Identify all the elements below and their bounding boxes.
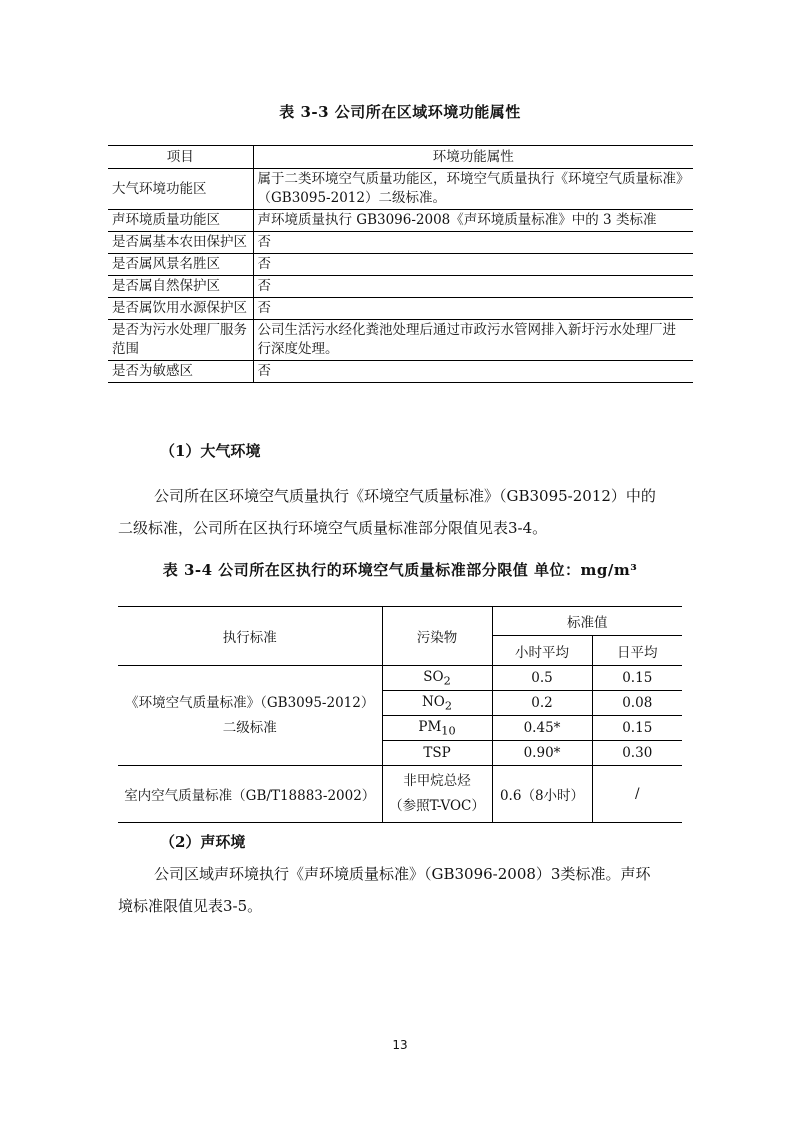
table-row bbox=[108, 232, 693, 254]
row-item: 是否属自然保护区 bbox=[108, 276, 253, 298]
standard-cell bbox=[118, 666, 382, 766]
pollutant-subscript: 2 bbox=[444, 699, 453, 713]
row-value: 否 bbox=[253, 254, 693, 276]
column-header-standard-value: 标准值 bbox=[492, 607, 682, 636]
table-row bbox=[108, 320, 693, 361]
pollutant-subscript: 2 bbox=[443, 674, 451, 688]
row-value: 公司生活污水经化粪池处理后通过市政污水管网排入新圩污水处理厂进行深度处理。 bbox=[253, 320, 693, 361]
column-header-attribute: 环境功能属性 bbox=[253, 146, 693, 169]
table-row bbox=[108, 169, 693, 210]
hourly-value: 0.90* bbox=[492, 741, 592, 766]
section-heading-air: （1）大气环境 bbox=[160, 442, 261, 460]
standard-cell: 室内空气质量标准（GB/T18883-2002） bbox=[118, 766, 382, 823]
table-3-4-caption: 表 3-4 公司所在区执行的环境空气质量标准部分限值 单位：mg/m³ bbox=[162, 561, 638, 579]
pollutant-cell bbox=[382, 691, 492, 716]
paragraph-line: 境标准限值见表3-5。 bbox=[118, 897, 263, 915]
row-value: 属于二类环境空气质量功能区，环境空气质量执行《环境空气质量标准》（GB3095-2012）二级标准。 bbox=[253, 169, 693, 210]
table-row bbox=[108, 210, 693, 232]
table-3-3-caption: 表 3-3 公司所在区域环境功能属性 bbox=[279, 103, 521, 121]
pollutant-cell bbox=[382, 666, 492, 691]
hourly-value: 0.5 bbox=[492, 666, 592, 691]
column-header-standard: 执行标准 bbox=[118, 607, 382, 666]
pollutant-name: 非甲烷总烃 bbox=[403, 773, 471, 789]
air-quality-standard-table bbox=[118, 606, 682, 823]
row-item: 是否为敏感区 bbox=[108, 361, 253, 383]
pollutant-name: NO bbox=[421, 693, 445, 710]
daily-value: 0.08 bbox=[592, 691, 682, 716]
pollutant-name: PM bbox=[418, 718, 442, 735]
pollutant-name: TSP bbox=[423, 745, 451, 761]
hourly-value: 0.2 bbox=[492, 691, 592, 716]
environment-function-table bbox=[108, 145, 693, 383]
row-value: 声环境质量执行 GB3096-2008《声环境质量标准》中的 3 类标准 bbox=[253, 210, 693, 232]
paragraph-line: 二级标准，公司所在区执行环境空气质量标准部分限值见表3-4。 bbox=[118, 519, 548, 537]
pollutant-cell bbox=[382, 716, 492, 741]
column-header-item: 项目 bbox=[108, 146, 253, 169]
row-value: 否 bbox=[253, 298, 693, 320]
page-number: 13 bbox=[392, 1038, 408, 1052]
row-item: 是否属饮用水源保护区 bbox=[108, 298, 253, 320]
standard-grade: 二级标准 bbox=[222, 719, 277, 736]
hourly-value: 0.6（8小时） bbox=[492, 766, 592, 823]
table-row bbox=[108, 298, 693, 320]
row-value: 否 bbox=[253, 232, 693, 254]
table-header-row bbox=[108, 146, 693, 169]
pollutant-name: SO bbox=[423, 668, 444, 685]
row-item: 是否属基本农田保护区 bbox=[108, 232, 253, 254]
table-row bbox=[108, 361, 693, 383]
row-item: 声环境质量功能区 bbox=[108, 210, 253, 232]
air-paragraph bbox=[118, 480, 684, 544]
section-heading-noise: （2）声环境 bbox=[160, 833, 246, 851]
paragraph-line: 公司所在区环境空气质量执行《环境空气质量标准》（GB3095-2012）中的 bbox=[154, 487, 656, 505]
table-row bbox=[118, 766, 682, 823]
row-value: 否 bbox=[253, 276, 693, 298]
row-value: 否 bbox=[253, 361, 693, 383]
pollutant-cell bbox=[382, 766, 492, 823]
column-header-daily: 日平均 bbox=[592, 636, 682, 666]
paragraph-line: 公司区域声环境执行《声环境质量标准》（GB3096-2008）3类标准。声环 bbox=[154, 865, 651, 883]
pollutant-subscript: 10 bbox=[441, 724, 456, 738]
hourly-value: 0.45* bbox=[492, 716, 592, 741]
pollutant-reference: （参照T-VOC） bbox=[389, 798, 485, 814]
row-item: 是否为污水处理厂服务范围 bbox=[108, 320, 253, 361]
daily-value: 0.30 bbox=[592, 741, 682, 766]
table-row bbox=[108, 276, 693, 298]
column-header-pollutant: 污染物 bbox=[382, 607, 492, 666]
row-item: 是否属风景名胜区 bbox=[108, 254, 253, 276]
column-header-hourly: 小时平均 bbox=[492, 636, 592, 666]
daily-value: 0.15 bbox=[592, 666, 682, 691]
table-row bbox=[108, 254, 693, 276]
table-header-row bbox=[118, 607, 682, 636]
noise-paragraph bbox=[118, 858, 684, 922]
daily-value: 0.15 bbox=[592, 716, 682, 741]
row-item: 大气环境功能区 bbox=[108, 169, 253, 210]
standard-name: 《环境空气质量标准》（GB3095-2012） bbox=[125, 694, 375, 711]
table-row bbox=[118, 666, 682, 691]
pollutant-cell bbox=[382, 741, 492, 766]
daily-value: / bbox=[592, 766, 682, 823]
